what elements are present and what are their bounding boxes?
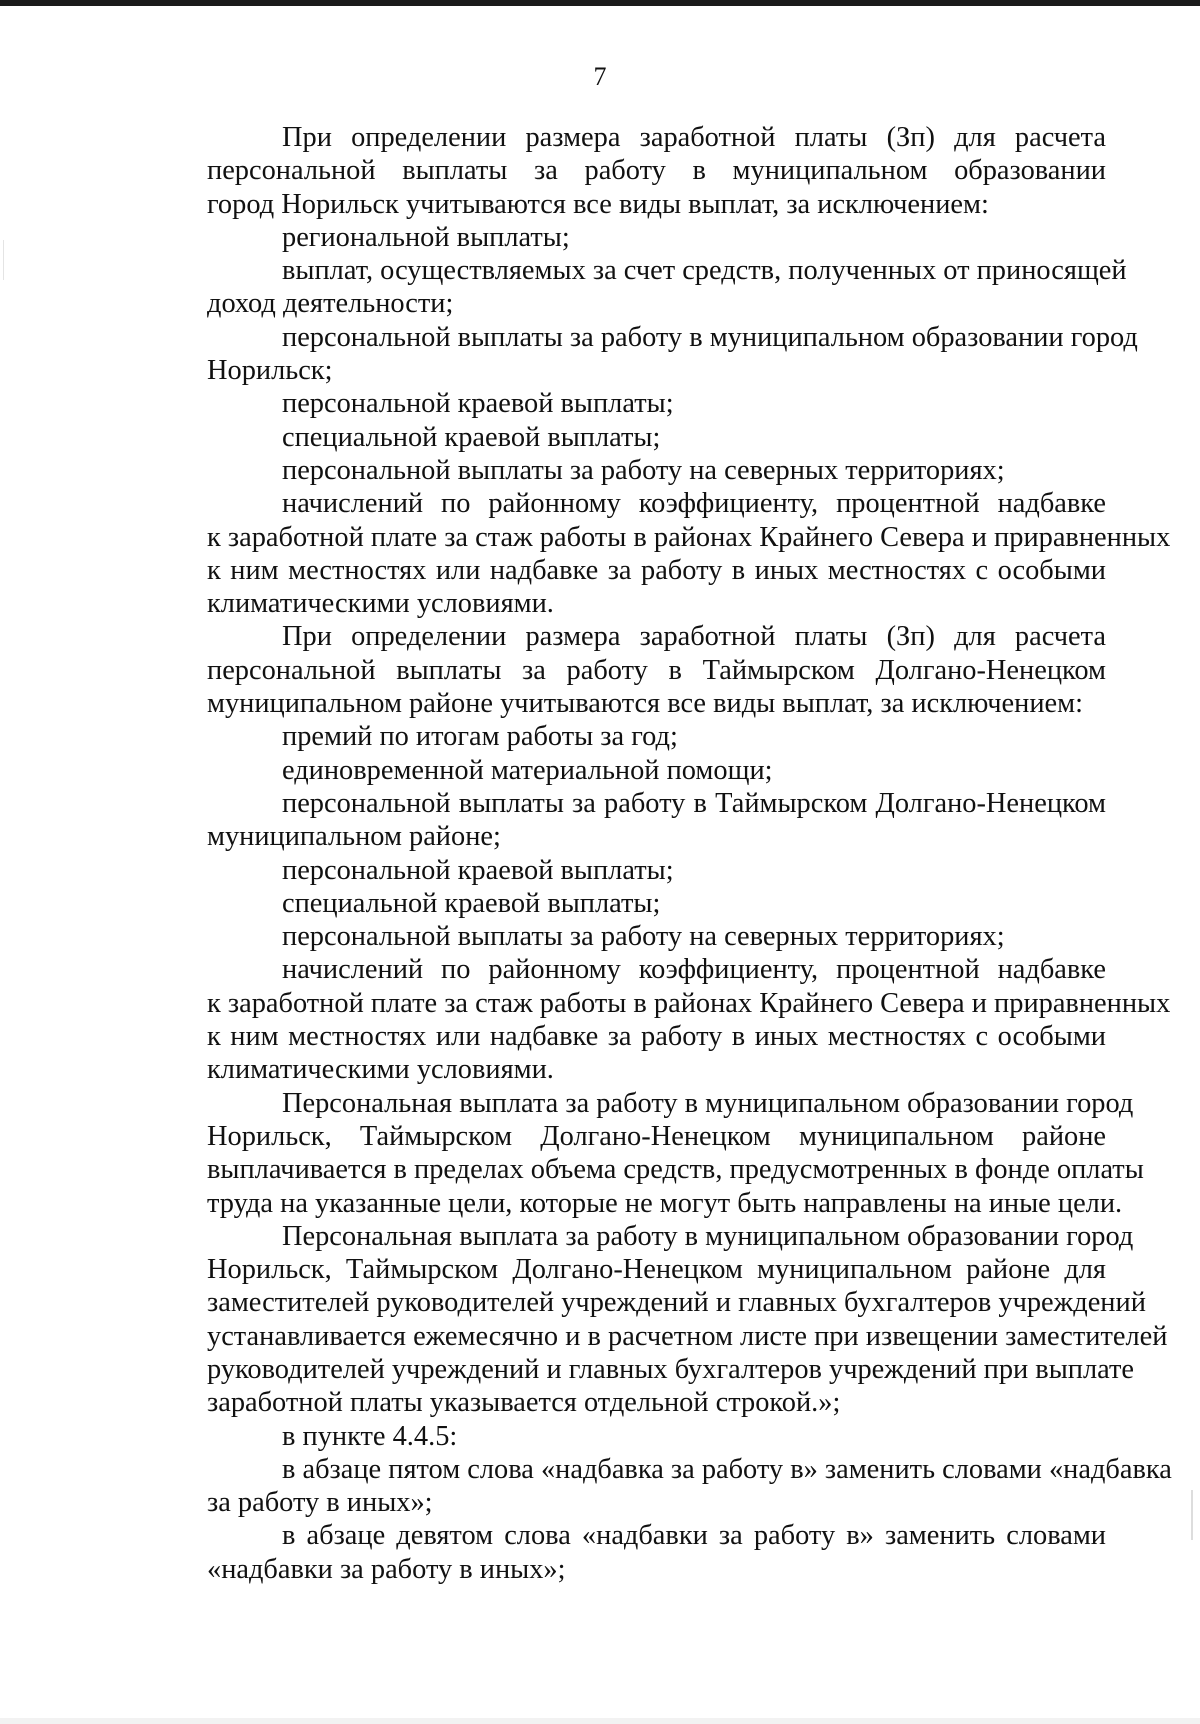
text-line: устанавливается ежемесячно и в расчетном листе при извещении заместителей [207,1320,1168,1352]
paragraph [132,221,1106,254]
text-line: начислений по районному коэффициенту, процентной надбавке [282,954,1106,986]
text-line: персональной краевой выплаты; [282,388,674,420]
text-line: специальной краевой выплаты; [282,421,661,453]
text-line: персональной выплаты за работу в Таймырском Долгано-Ненецком [207,654,1106,686]
text-line: выплат, осуществляемых за счет средств, полученных от приносящей [282,255,1127,287]
paragraph [132,454,1106,487]
paragraph [132,1420,1106,1453]
text-line: руководителей учреждений и главных бухгалтеров учреждений при выплате [207,1353,1135,1385]
paragraph [132,1087,1144,1220]
text-line: заработной платы указывается отдельной строкой.»; [207,1387,841,1419]
text-line: При определении размера заработной платы (Зп) для расчета [282,122,1106,153]
scan-mark [3,240,4,280]
text-line: Персональная выплата за работу в муниципальном образовании город [282,1087,1134,1119]
text-line: муниципальном районе учитываются все виды выплат, за исключением: [207,688,1084,720]
page-number: 7 [593,62,607,91]
text-line: выплачивается в пределах объема средств, предусмотренных в фонде оплаты [207,1154,1144,1186]
scan-mark [1191,1490,1193,1540]
scan-bottom-edge [0,1718,1200,1724]
text-line: персональной выплаты за работу на северных территориях; [282,454,1005,486]
text-line: в пункте 4.4.5: [282,1420,458,1452]
text-line: региональной выплаты; [282,221,570,253]
paragraph [132,754,1106,787]
text-line: Норильск; [207,355,333,387]
text-line: Персональная выплата за работу в муниципальном образовании город [282,1220,1134,1252]
text-line: специальной краевой выплаты; [282,887,661,919]
text-line: персональной выплаты за работу в муниципальном образовании город [282,321,1138,353]
text-line: единовременной материальной помощи; [282,754,773,786]
text-line: за работу в иных»; [207,1487,433,1519]
text-line: муниципальном районе; [207,821,501,853]
text-line: заместителей руководителей учреждений и главных бухгалтеров учреждений [207,1287,1146,1319]
scan-top-edge [0,0,1200,6]
text-line: климатическими условиями. [207,588,554,620]
paragraph [132,887,1106,920]
paragraph [132,387,1106,420]
text-line: премий по итогам работы за год; [282,721,678,753]
paragraph [132,321,1138,388]
text-line: При определении размера заработной платы (Зп) для расчета [282,621,1106,653]
paragraph [132,121,1106,221]
paragraph [132,920,1106,953]
text-line: персональной выплаты за работу на северных территориях; [282,921,1005,953]
text-line: доход деятельности; [207,288,454,320]
text-line: Норильск, Таймырском Долгано-Ненецком муниципальном районе [207,1120,1106,1152]
paragraph [132,1519,1106,1586]
text-line: к заработной плате за стаж работы в районах Крайнего Севера и приравненных [207,987,1171,1019]
text-line: климатическими условиями. [207,1054,554,1086]
text-line: начислений по районному коэффициенту, процентной надбавке [282,488,1106,520]
paragraph [132,620,1106,720]
text-line: персональной краевой выплаты; [282,854,674,886]
document-body [132,121,1172,1586]
paragraph [132,1220,1168,1420]
paragraph [132,254,1127,321]
text-line: персональной выплаты за работу в Таймырском Долгано-Ненецком [282,787,1106,819]
text-line: в абзаце пятом слова «надбавка за работу в» заменить словами «надбавка [282,1453,1172,1485]
text-line: в абзаце девятом слова «надбавки за работу в» заменить словами [282,1520,1106,1552]
text-line: Норильск, Таймырском Долгано-Ненецком муниципальном районе для [207,1254,1106,1286]
paragraph [132,487,1171,620]
paragraph [132,1453,1172,1520]
text-line: город Норильск учитываются все виды выплат, за исключением: [207,188,989,220]
paragraph [132,787,1106,854]
text-line: к заработной плате за стаж работы в районах Крайнего Севера и приравненных [207,521,1171,553]
paragraph [132,720,1106,753]
text-line: «надбавки за работу в иных»; [207,1553,566,1585]
paragraph [132,421,1106,454]
paragraph [132,953,1171,1086]
paragraph [132,854,1106,887]
text-line: труда на указанные цели, которые не могут быть направлены на иные цели. [207,1187,1123,1219]
text-line: к ним местностях или надбавке за работу в иных местностях с особыми [207,1021,1106,1053]
text-line: к ним местностях или надбавке за работу в иных местностях с особыми [207,554,1106,586]
text-line: персональной выплаты за работу в муниципальном образовании [207,155,1106,187]
